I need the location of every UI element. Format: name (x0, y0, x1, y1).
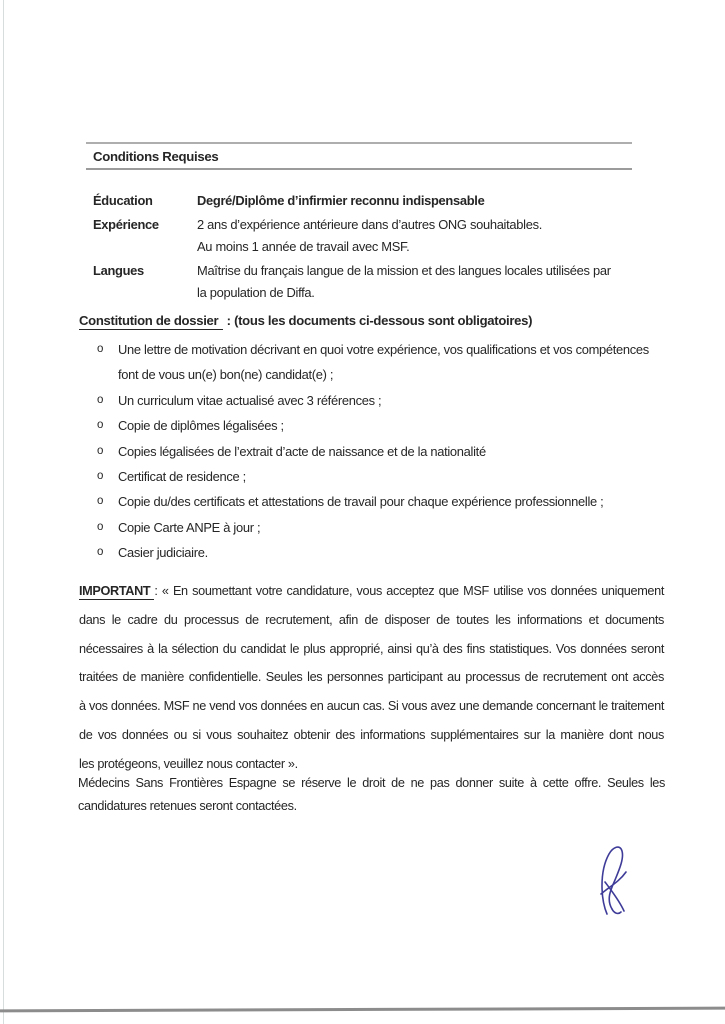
list-item (97, 413, 682, 438)
list-item-text: Une lettre de motivation décrivant en quoi votre expérience, vos qualifications et vos compétences font de vous un(e) bon(ne) candidat(e) ; (118, 342, 649, 383)
condition-label: Expérience (93, 216, 159, 232)
conditions-table (93, 190, 653, 306)
bullet-icon: o (97, 495, 104, 508)
bullet-icon: o (97, 546, 104, 559)
important-line-text: « En soumettant votre candidature, vous acceptez que MSF utilise vos données uniquement (161, 584, 664, 598)
closing-line: candidatures retenues seront contactées. (78, 799, 297, 814)
list-item-text: Certificat de residence ; (118, 469, 246, 485)
dossier-list (97, 337, 682, 566)
signature-scribble (593, 842, 645, 924)
list-item-text: Un curriculum vitae actualisé avec 3 références ; (118, 392, 382, 408)
important-paragraph (79, 577, 664, 779)
scan-edge-left (3, 0, 4, 1024)
important-line: dans le cadre du processus de recrutement, afin de disposer de toutes les informations et documents (79, 612, 664, 627)
important-line: à vos données. MSF ne vend vos données en aucun cas. Si vous avez une demande concernant le traitement (79, 699, 664, 714)
dossier-heading-rest: : (tous les documents ci-dessous sont obligatoires) (223, 313, 533, 328)
important-line: traitées de manière confidentielle. Seules les personnes participant au processus de recrutement ont accès (79, 670, 664, 685)
list-item-text: Casier judiciaire. (118, 545, 208, 561)
important-line: les protégeons, veuillez nous contacter ». (79, 756, 298, 771)
list-item-text: Copie du/des certificats et attestations de travail pour chaque expérience professionnelle ; (118, 494, 604, 510)
dossier-heading-underlined: Constitution de dossier (79, 313, 223, 330)
condition-row-langues (93, 260, 653, 305)
condition-label: Éducation (93, 193, 153, 208)
closing-paragraph (78, 772, 665, 819)
condition-value: Degré/Diplôme d’infirmier reconnu indispensable (197, 193, 485, 208)
important-line: nécessaires à la sélection du candidat le plus approprié, ainsi qu’à des fins statistiques. Vos données seront (79, 641, 664, 656)
conditions-header (86, 142, 632, 170)
condition-value: 2 ans d’expérience antérieure dans d’autres ONG souhaitables. Au moins 1 année de travail avec MSF. (197, 216, 543, 255)
important-label: IMPORTANT (79, 584, 154, 600)
bullet-icon: o (97, 470, 104, 483)
list-item-text: Copie Carte ANPE à jour ; (118, 519, 261, 535)
list-item (97, 489, 682, 514)
condition-value: Maîtrise du français langue de la mission et des langues locales utilisées par la population de Diffa. (197, 262, 611, 301)
dossier-heading (79, 313, 532, 328)
list-item (97, 464, 682, 489)
important-line (79, 577, 664, 606)
list-item (97, 337, 682, 388)
list-item (97, 388, 682, 413)
bullet-icon: o (97, 444, 104, 457)
condition-row-education (93, 190, 653, 213)
bullet-icon: o (97, 419, 104, 432)
condition-row-experience (93, 214, 653, 259)
conditions-title: Conditions Requises (93, 148, 219, 164)
bullet-icon: o (97, 520, 104, 533)
list-item (97, 515, 682, 540)
scan-edge-bottom (0, 1007, 725, 1012)
important-separator: : (154, 584, 162, 598)
bullet-icon: o (97, 343, 104, 355)
list-item-text: Copies légalisées de l’extrait d’acte de naissance et de la nationalité (118, 443, 486, 459)
list-item (97, 439, 682, 464)
closing-line: Médecins Sans Frontières Espagne se réserve le droit de ne pas donner suite à cette offre. Seules les (78, 776, 665, 790)
bullet-icon: o (97, 393, 104, 406)
condition-label: Langues (93, 262, 144, 278)
list-item (97, 540, 682, 565)
list-item-text: Copie de diplômes légalisées ; (118, 418, 284, 434)
important-line: de vos données ou si vous souhaitez obtenir des informations supplémentaires sur la manière dont nous (79, 727, 664, 742)
